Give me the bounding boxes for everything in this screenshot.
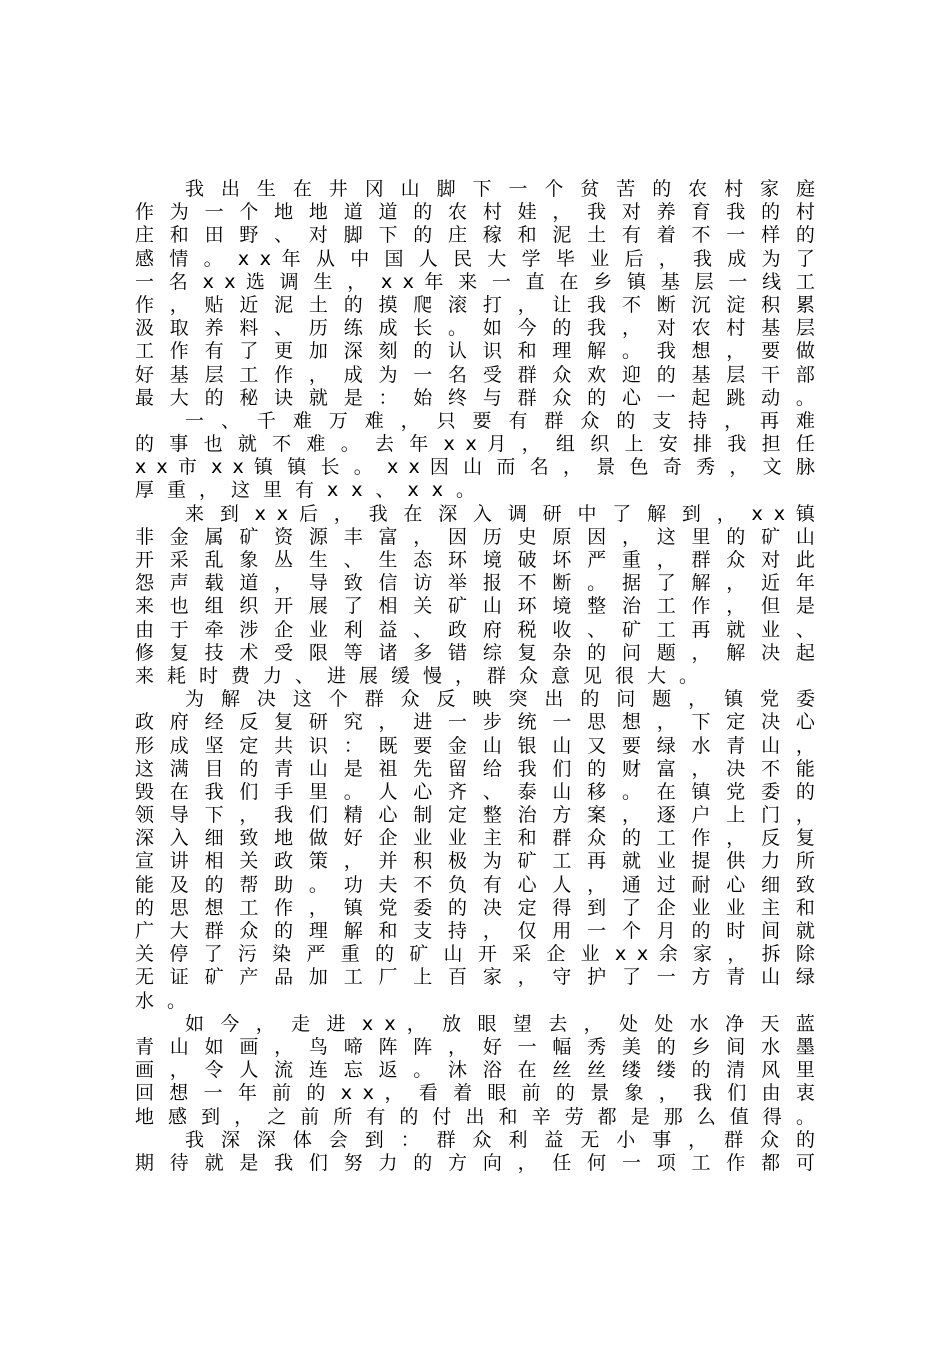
text-line: 这 满 目 的 青 山 是 祖 先 留 给 我 们 的 财 富 ， 决 不 能 — [135, 757, 815, 780]
text-line: 工 作 有 了 更 加 深 刻 的 认 识 和 理 解 。 我 想 ， 要 做 — [135, 340, 815, 363]
text-line: 期 待 就 是 我 们 努 力 的 方 向 ， 任 何 一 项 工 作 都 可 — [135, 1151, 815, 1174]
text-line: 开 采 乱 象 丛 生 、 生 态 环 境 破 坏 严 重 ， 群 众 对 此 — [135, 549, 815, 571]
text-line: 画 ， 令 人 流 连 忘 返 。 沐 浴 在 丝 丝 缕 缕 的 清 风 里 — [135, 1059, 815, 1082]
text-line: 关 停 了 污 染 严 重 的 矿 山 开 采 企 业 x x 余 家 ， 拆 除 — [135, 943, 815, 966]
text-line: x x 市 x x 镇 镇 长 。 x x 因 山 而 名 ， 景 色 奇 秀 ， 文 脉 — [135, 456, 815, 479]
text-line: 广 大 群 众 的 理 解 和 支 持 ， 仅 用 一 个 月 的 时 间 就 — [135, 920, 815, 942]
text-line: 我 出 生 在 井 冈 山 脚 下 一 个 贫 苦 的 农 村 家 庭 — [185, 178, 815, 200]
text-line: 最 大 的 秘 诀 就 是 ： 始 终 与 群 众 的 心 一 起 跳 动 。 — [135, 386, 815, 409]
text-line: 地 感 到 ， 之 前 所 有 的 付 出 和 辛 劳 都 是 那 么 值 得 。 — [135, 1105, 815, 1128]
text-line: 非 金 属 矿 资 源 丰 富 ， 因 历 史 原 因 ， 这 里 的 矿 山 — [135, 525, 815, 548]
text-line: 感 情 。 x x 年 从 中 国 人 民 大 学 毕 业 后 ， 我 成 为 了 — [135, 247, 815, 270]
text-line: 由 于 牵 涉 企 业 利 益 、 政 府 税 收 、 矿 工 再 就 业 、 — [135, 618, 815, 641]
text-line: 毁 在 我 们 手 里 。 人 心 齐 、 泰 山 移 。 在 镇 党 委 的 — [135, 780, 815, 803]
text-line: 的 思 想 工 作 ， 镇 党 委 的 决 定 得 到 了 企 业 业 主 和 — [135, 896, 815, 919]
text-line: 能 及 的 帮 助 。 功 夫 不 负 有 心 人 ， 通 过 耐 心 细 致 — [135, 873, 815, 896]
text-line: 作 为 一 个 地 地 道 道 的 农 村 娃 ， 我 对 养 育 我 的 村 — [135, 201, 815, 224]
text-line: 深 入 细 致 地 做 好 企 业 业 主 和 群 众 的 工 作 ， 反 复 — [135, 827, 815, 850]
text-line: 修 复 技 术 受 限 等 诸 多 错 综 复 杂 的 问 题 ， 解 决 起 — [135, 641, 815, 664]
text-line: 为 解 决 这 个 群 众 反 映 突 出 的 问 题 ， 镇 党 委 — [185, 688, 815, 711]
text-line: 的 事 也 就 不 难 。 去 年 x x 月 ， 组 织 上 安 排 我 担 任 — [135, 433, 815, 456]
text-line: 好 基 层 工 作 ， 成 为 一 名 受 群 众 欢 迎 的 基 层 干 部 — [135, 363, 815, 386]
text-line: 如 今 ， 走 进 x x ， 放 眼 望 去 ， 处 处 水 净 天 蓝 — [185, 1012, 815, 1035]
text-line: 水。 — [135, 989, 200, 1012]
text-line: 庄 和 田 野 、 对 脚 下 的 庄 稼 和 泥 土 有 着 不 一 样 的 — [135, 224, 815, 247]
text-line: 领 导 下 ， 我 们 精 心 制 定 整 治 方 案 ， 逐 户 上 门 ， — [135, 804, 815, 827]
text-line: 厚重，这里有xx、xx。 — [135, 479, 488, 502]
text-line: 青 山 如 画 ， 鸟 啼 阵 阵 ， 好 一 幅 秀 美 的 乡 间 水 墨 — [135, 1035, 815, 1058]
text-line: 来耗时费力、进展缓慢，群众意见很大。 — [135, 664, 712, 687]
text-line: 汲 取 养 料 、 历 练 成 长 。 如 今 的 我 ， 对 农 村 基 层 — [135, 317, 815, 340]
text-line: 形 成 坚 定 共 识 ： 既 要 金 山 银 山 又 要 绿 水 青 山 ， — [135, 734, 815, 757]
text-line: 我 深 深 体 会 到 ： 群 众 利 益 无 小 事 ， 群 众 的 — [185, 1128, 815, 1151]
text-line: 无 证 矿 产 品 加 工 厂 上 百 家 ， 守 护 了 一 方 青 山 绿 — [135, 966, 815, 989]
text-line: 来 也 组 织 开 展 了 相 关 矿 山 环 境 整 治 工 作 ， 但 是 — [135, 595, 815, 618]
text-line: 来 到 x x 后 ， 我 在 深 入 调 研 中 了 解 到 ， x x 镇 — [185, 502, 815, 525]
text-line: 怨 声 载 道 ， 导 致 信 访 举 报 不 断 。 据 了 解 ， 近 年 — [135, 572, 815, 595]
text-line: 作 ， 贴 近 泥 土 的 摸 爬 滚 打 ， 让 我 不 断 沉 淀 积 累 — [135, 293, 815, 316]
text-line: 回 想 一 年 前 的 x x ， 看 着 眼 前 的 景 象 ， 我 们 由 衷 — [135, 1082, 815, 1105]
text-line: 宣 讲 相 关 政 策 ， 并 积 极 为 矿 工 再 就 业 提 供 力 所 — [135, 850, 815, 873]
text-line: 一 名 x x 选 调 生 ， x x 年 来 一 直 在 乡 镇 基 层 一 线 工 — [135, 270, 815, 293]
text-line: 政 府 经 反 复 研 究 ， 进 一 步 统 一 思 想 ， 下 定 决 心 — [135, 711, 815, 734]
text-line: 一 、 千 难 万 难 ， 只 要 有 群 众 的 支 持 ， 再 难 — [185, 409, 815, 432]
body-text — [135, 178, 815, 1175]
